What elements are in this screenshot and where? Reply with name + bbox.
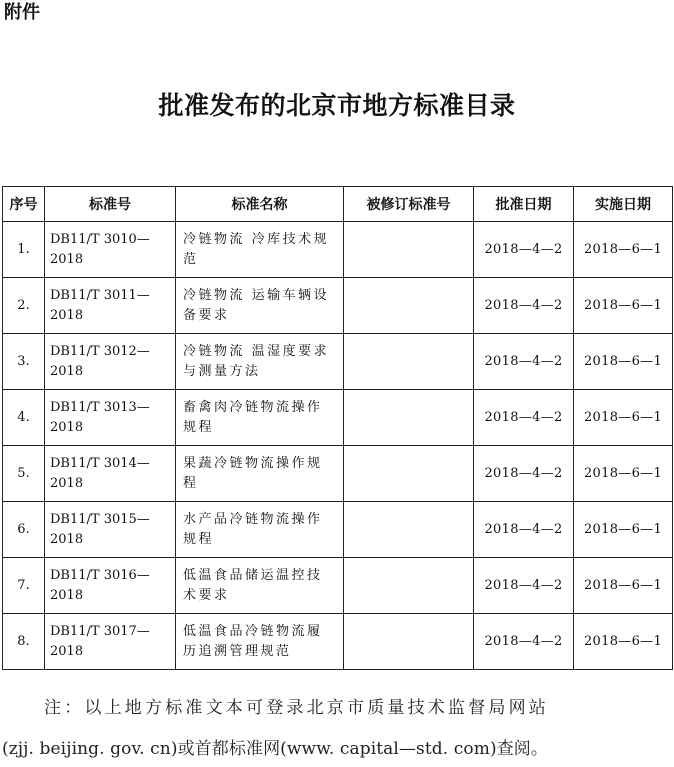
standard-name: 冷链物流 冷库技术规范: [176, 222, 344, 278]
standard-name: 低温食品储运温控技术要求: [176, 558, 344, 614]
document-title: 批准发布的北京市地方标准目录: [158, 91, 516, 120]
table-row: [3, 446, 673, 502]
revised-standard: [344, 334, 474, 390]
revised-standard: [344, 390, 474, 446]
standard-code: DB11/T 3014—2018: [45, 446, 176, 502]
table-row: [3, 334, 673, 390]
serial-number: 4.: [3, 390, 45, 446]
table-row: [3, 222, 673, 278]
approval-date: 2018—4—2: [474, 390, 574, 446]
table-row: [3, 614, 673, 670]
header-standard-name: 标准名称: [176, 187, 344, 222]
approval-date: 2018—4—2: [474, 558, 574, 614]
effective-date: 2018—6—1: [574, 222, 673, 278]
revised-standard: [344, 446, 474, 502]
standards-table: [2, 186, 673, 670]
standard-name: 低温食品冷链物流履历追溯管理规范: [176, 614, 344, 670]
header-approval-date: 批准日期: [474, 187, 574, 222]
approval-date: 2018—4—2: [474, 334, 574, 390]
standard-name: 冷链物流 运输车辆设备要求: [176, 278, 344, 334]
header-serial-number: 序号: [3, 187, 45, 222]
effective-date: 2018—6—1: [574, 558, 673, 614]
approval-date: 2018—4—2: [474, 446, 574, 502]
revised-standard: [344, 502, 474, 558]
standard-code: DB11/T 3013—2018: [45, 390, 176, 446]
serial-number: 6.: [3, 502, 45, 558]
revised-standard: [344, 278, 474, 334]
serial-number: 1.: [3, 222, 45, 278]
standard-name: 畜禽肉冷链物流操作规程: [176, 390, 344, 446]
serial-number: 7.: [3, 558, 45, 614]
standard-code: DB11/T 3012—2018: [45, 334, 176, 390]
table-header-row: [3, 187, 673, 222]
table-row: [3, 278, 673, 334]
revised-standard: [344, 614, 474, 670]
effective-date: 2018—6—1: [574, 390, 673, 446]
table-row: [3, 502, 673, 558]
note-line-1: 注：以上地方标准文本可登录北京市质量技术监督局网站: [44, 698, 549, 718]
header-effective-date: 实施日期: [574, 187, 673, 222]
approval-date: 2018—4—2: [474, 614, 574, 670]
header-revised-standard: 被修订标准号: [344, 187, 474, 222]
note-line-2: (zjj. beijing. gov. cn)或首都标准网(www. capital—std. com)查阅。: [2, 739, 548, 759]
effective-date: 2018—6—1: [574, 502, 673, 558]
effective-date: 2018—6—1: [574, 446, 673, 502]
table-row: [3, 390, 673, 446]
header-standard-code: 标准号: [45, 187, 176, 222]
standard-code: DB11/T 3016—2018: [45, 558, 176, 614]
approval-date: 2018—4—2: [474, 222, 574, 278]
standard-code: DB11/T 3015—2018: [45, 502, 176, 558]
standard-name: 果蔬冷链物流操作规程: [176, 446, 344, 502]
approval-date: 2018—4—2: [474, 502, 574, 558]
revised-standard: [344, 222, 474, 278]
effective-date: 2018—6—1: [574, 334, 673, 390]
effective-date: 2018—6—1: [574, 614, 673, 670]
standard-code: DB11/T 3010—2018: [45, 222, 176, 278]
attachment-label: 附件: [4, 2, 40, 23]
serial-number: 5.: [3, 446, 45, 502]
serial-number: 3.: [3, 334, 45, 390]
standard-code: DB11/T 3017—2018: [45, 614, 176, 670]
table-row: [3, 558, 673, 614]
approval-date: 2018—4—2: [474, 278, 574, 334]
standard-name: 冷链物流 温湿度要求与测量方法: [176, 334, 344, 390]
serial-number: 8.: [3, 614, 45, 670]
effective-date: 2018—6—1: [574, 278, 673, 334]
serial-number: 2.: [3, 278, 45, 334]
standard-code: DB11/T 3011—2018: [45, 278, 176, 334]
standard-name: 水产品冷链物流操作规程: [176, 502, 344, 558]
revised-standard: [344, 558, 474, 614]
